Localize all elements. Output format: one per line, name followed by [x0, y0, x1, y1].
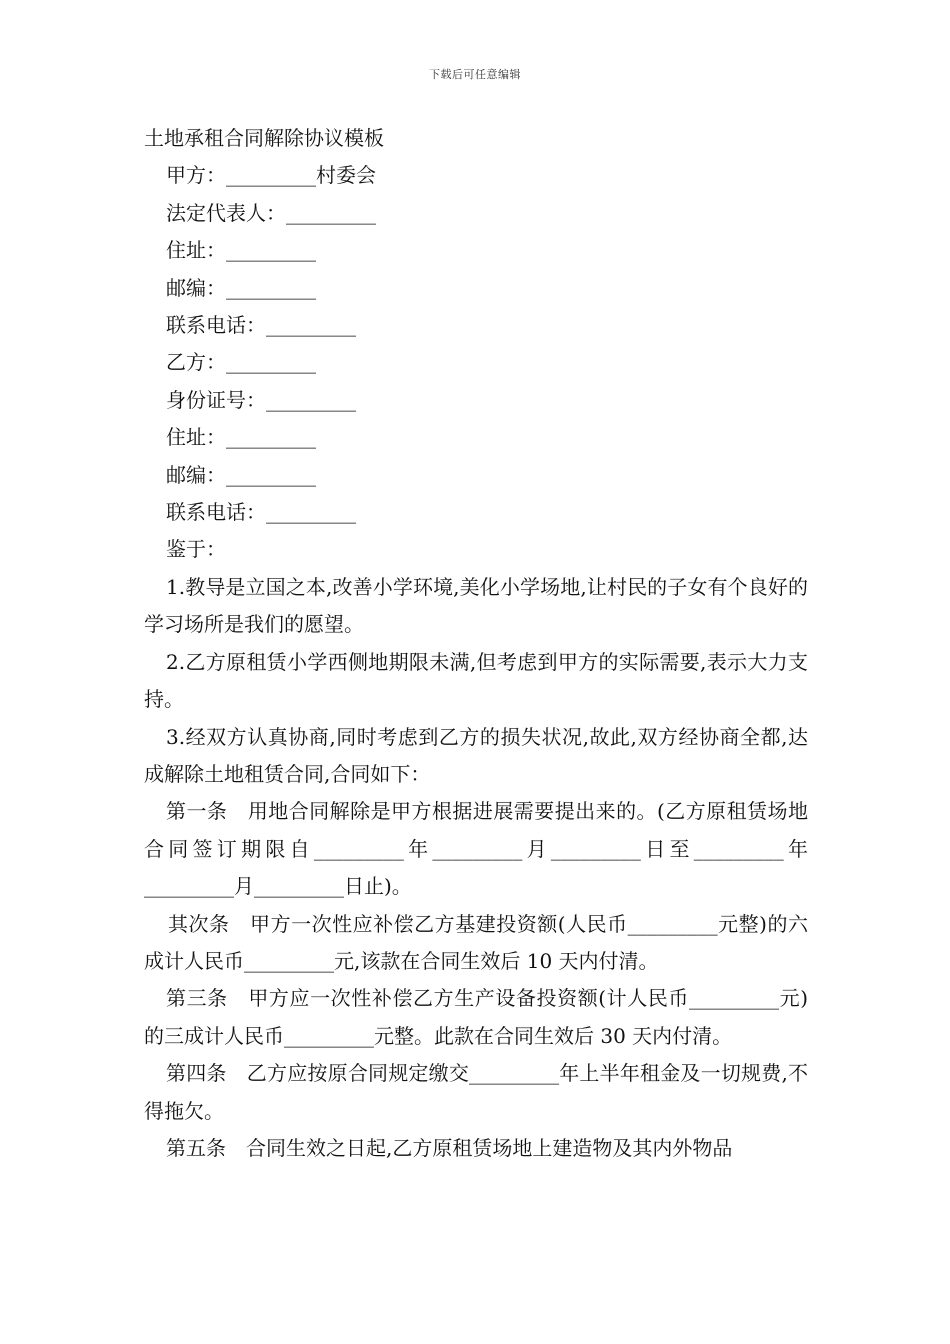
recital-3: 3.经双方认真协商,同时考虑到乙方的损失状况,故此,双方经协商全都,达成解除土地租赁合同,合同如下： [144, 724, 808, 786]
page-header-note: 下载后可任意编辑 [429, 68, 521, 81]
field-party-a: 甲方：_________村委会 [166, 163, 376, 188]
recital-2: 2.乙方原租赁小学西侧地期限未满,但考虑到甲方的实际需要,表示大力支持。 [144, 649, 808, 712]
recitals-heading: 鉴于： [166, 537, 226, 562]
article-2: 其次条 甲方一次性应补偿乙方基建投资额(人民币_________元整)的六成计人民币_________元,该款在合同生效后 10 天内付清。 [144, 911, 808, 973]
recital-1: 1.教导是立国之本,改善小学环境,美化小学场地,让村民的子女有个良好的学习场所是我们的愿望。 [144, 574, 808, 637]
field-party-b-address: 住址：_________ [166, 425, 316, 450]
field-party-b: 乙方：_________ [166, 350, 316, 375]
document-title: 土地承租合同解除协议模板 [144, 126, 384, 150]
field-party-a-postcode: 邮编：_________ [166, 275, 316, 300]
field-party-b-postcode: 邮编：_________ [166, 462, 316, 487]
article-1: 第一条 用地合同解除是甲方根据进展需要提出来的。(乙方原租赁场地合同签订期限自_________年_________月_________日至_________年_________月_________日止)。 [144, 799, 808, 899]
field-party-b-phone: 联系电话：_________ [166, 500, 356, 525]
article-5: 第五条 合同生效之日起,乙方原租赁场地上建造物及其内外物品 [166, 1135, 733, 1160]
document-body [144, 120, 808, 1167]
field-party-b-id-number: 身份证号：_________ [166, 387, 356, 412]
field-legal-representative: 法定代表人：_________ [166, 200, 376, 225]
field-party-a-address: 住址：_________ [166, 238, 316, 263]
article-4: 第四条 乙方应按原合同规定缴交_________年上半年租金及一切规费,不得拖欠。 [144, 1061, 808, 1123]
field-party-a-phone: 联系电话：_________ [166, 313, 356, 338]
article-3: 第三条 甲方应一次性补偿乙方生产设备投资额(计人民币_________元)的三成计人民币_________元整。此款在合同生效后 30 天内付清。 [144, 986, 808, 1048]
